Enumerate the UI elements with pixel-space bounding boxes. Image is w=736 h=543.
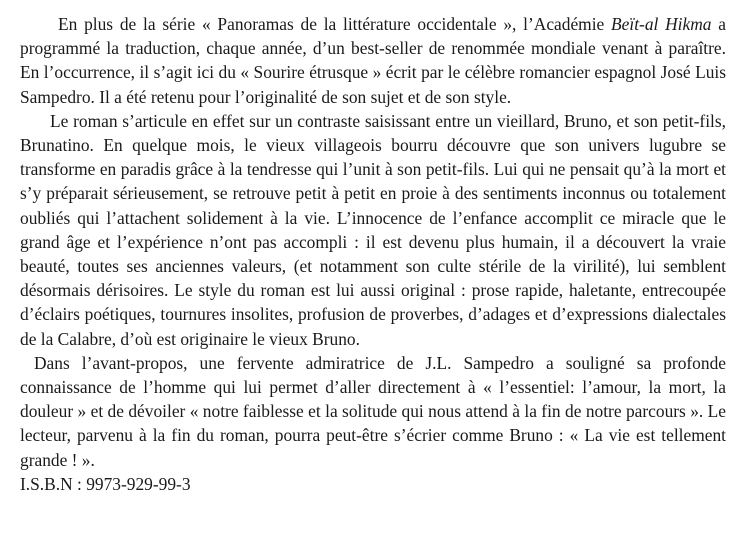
- academy-name: Beït-al Hikma: [611, 14, 712, 34]
- paragraph-intro-text-end: a programmé la traduction, chaque année, d’un best-seller de renommée mondiale venant à paraître. En l’occurrence, il s’agit ici du « Sourire étrusque » écrit par le célèbre romancier espagnol José Luis Sampedro. Il a été retenu pour l’originalité de son sujet et de son style.: [20, 14, 726, 107]
- paragraph-novel-summary: Le roman s’articule en effet sur un contraste saisissant entre un vieillard, Bruno, et son petit-fils, Brunatino. En quelque mois, le vieux villageois bourru découvre que son univers lugubre se transforme en paradis grâce à la tendresse qui l’unit à son petit-fils. Lui qui ne pensait qu’à la mort et s’y préparait sérieusement, se retrouve petit à petit en proie à des sentiments inconnus ou totalement oubliés qui l’attachent solidement à la vie. L’innocence de l’enfance accomplit ce miracle que le grand âge et l’expérience n’ont pas accompli : il est devenu plus humain, il a découvert la vraie beauté, toutes ses anciennes valeurs, (et notamment son culte stérile de la virilité), lui semblent désormais dérisoires. Le style du roman est lui aussi original : prose rapide, haletante, entrecoupée d’éclairs poétiques, tournures insolites, profusion de proverbes, d’adages et d’expressions dialectales de la Calabre, d’où est originaire le vieux Bruno.: [20, 110, 726, 349]
- document-page: [20, 12, 726, 496]
- paragraph-intro: [20, 12, 726, 109]
- paragraph-foreword: Dans l’avant-propos, une fervente admiratrice de J.L. Sampedro a souligné sa profonde connaissance de l’homme qui lui permet d’aller directement à « l’essentiel: l’amour, la mort, la douleur » et de dévoiler « notre faiblesse et la solitude qui nous attend à la fin de notre parcours ». Le lecteur, parvenu à la fin du roman, pourra peut-être s’écrier comme Bruno : « La vie est tellement grande ! ».: [20, 352, 726, 470]
- paragraph-intro-text-start: En plus de la série « Panoramas de la littérature occidentale », l’Académie: [58, 14, 612, 34]
- isbn-line: I.S.B.N : 9973-929-99-3: [20, 473, 191, 494]
